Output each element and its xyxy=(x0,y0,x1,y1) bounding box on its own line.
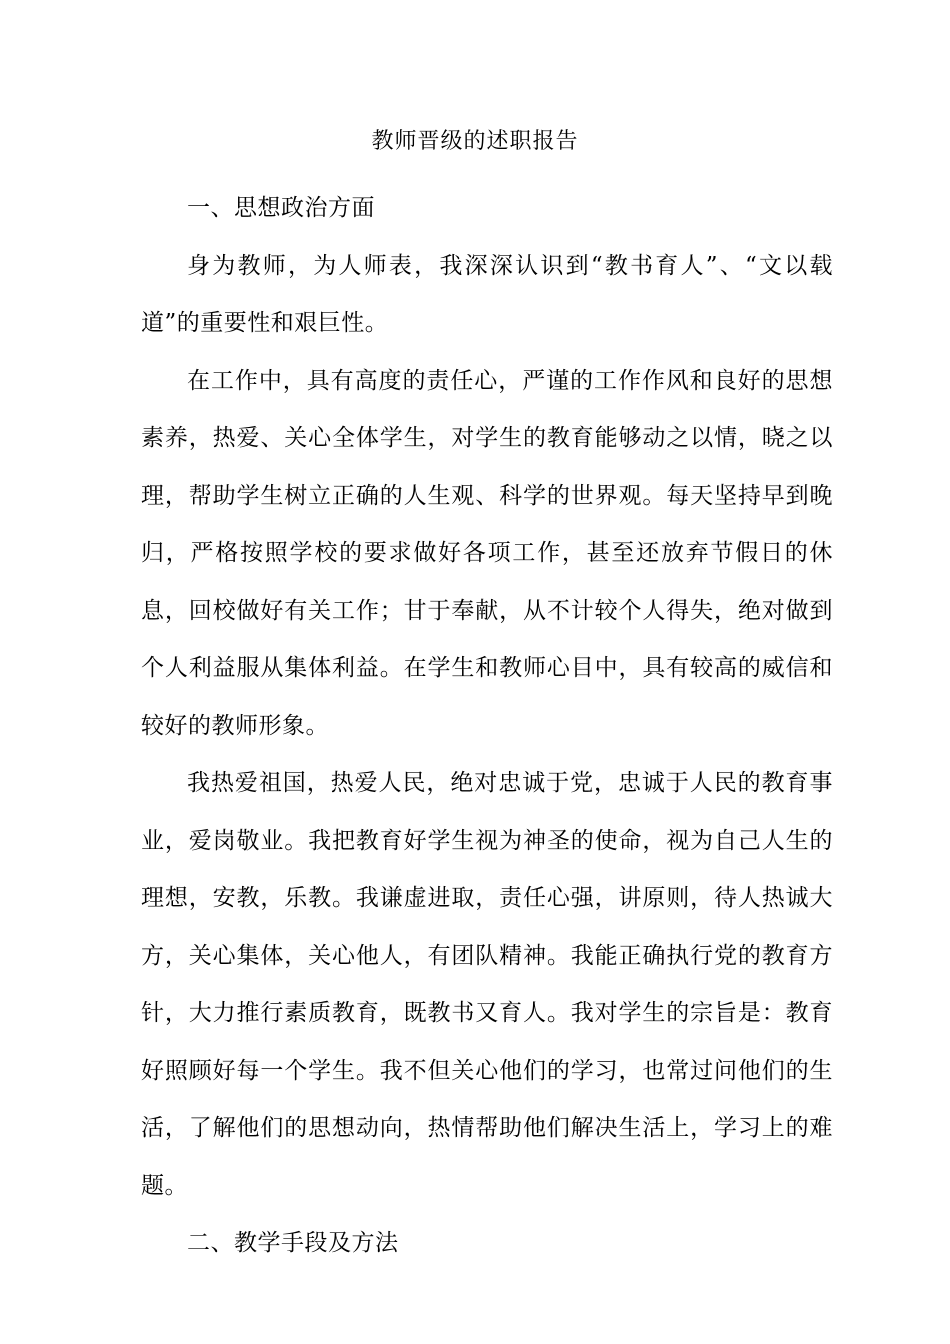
paragraph-3: 我热爱祖国，热爱人民，绝对忠诚于党，忠诚于人民的教育事业，爱岗敬业。我把教育好学生视为神圣的使命，视为自己人生的理想，安教，乐教。我谦虚进取，责任心强，讲原则，待人热诚大方，关心集体，关心他人，有团队精神。我能正确执行党的教育方针，大力推行素质教育，既教书又育人。我对学生的宗旨是：教育好照顾好每一个学生。我不但关心他们的学习，也常过问他们的生活，了解他们的思想动向，热情帮助他们解决生活上，学习上的难题。 xyxy=(141,770,833,1199)
section-heading-1: 一、思想政治方面 xyxy=(187,195,375,221)
paragraph-1: 身为教师，为人师表，我深深认识到“教书育人”、“文以载道”的重要性和艰巨性。 xyxy=(141,252,833,336)
document-title: 教师晋级的述职报告 xyxy=(371,129,579,154)
paragraph-2: 在工作中，具有高度的责任心，严谨的工作作风和良好的思想素养，热爱、关心全体学生，对学生的教育能够动之以情，晓之以理，帮助学生树立正确的人生观、科学的世界观。每天坚持早到晚归，严格按照学校的要求做好各项工作，甚至还放弃节假日的休息，回校做好有关工作；甘于奉献，从不计较个人得失，绝对做到个人利益服从集体利益。在学生和教师心目中，具有较高的威信和较好的教师形象。 xyxy=(141,367,833,739)
document-body xyxy=(141,180,833,1273)
section-heading-2: 二、教学手段及方法 xyxy=(187,1230,399,1256)
